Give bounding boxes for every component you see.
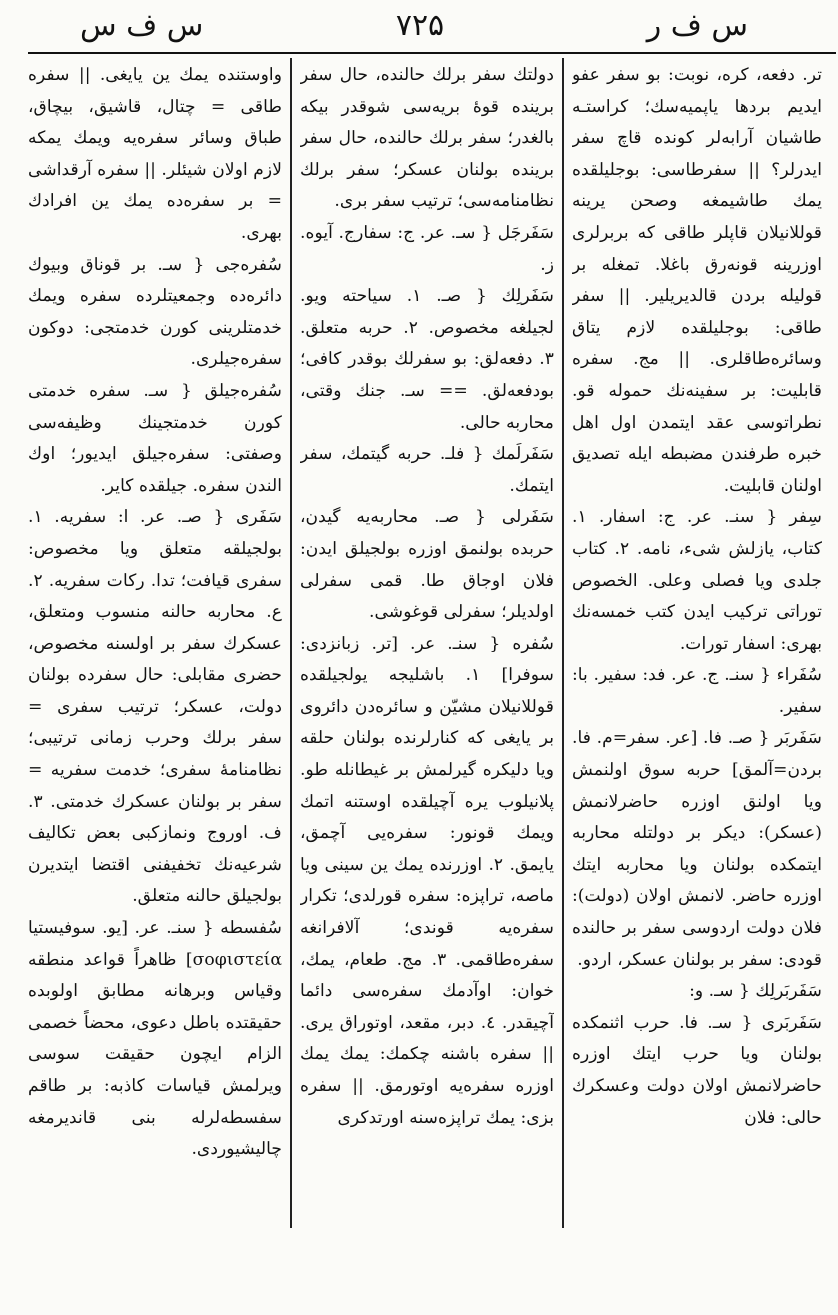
entry-text: دولتك سفر برلك حالنده، حال سفر برینده قوۀ بریه‌سی شوقدر بیکه بالغدر؛ سفر برلك حالنده، حال سفر برینده بولنان عسکر؛ سفر برلك نظامنامه‌سی؛ ترتیب سفر بری. <box>300 65 554 212</box>
header-rule <box>28 52 836 54</box>
page-header <box>0 0 838 58</box>
entry-text: سَفَری { صـ. عر. ا: سفریه. ۱. بولجیلقه متعلق ویا مخصوص: سفری قیافت؛ تدا. رکات سفریه. ۲. ع. محاربه حالنه منسوب ومتعلق، عسکرك سفر بر اولسنه مخصوص، حضری مقابلی: حال سفرده بولنان دولت، عسکر؛ ترتیب سفری = سفر برلك وحرب زمانی ترتیبی؛ نظامنامهٔ سفری؛ خدمت سفریه = سفر بر بولنان عسکرك خدمتی. ۳. ف. اوروج ونمازکبی بعض تکالیف شرعیه‌نك تخفیفنی اقتضا ایتدیرن بولجیلق حالنه متعلق. <box>28 507 282 907</box>
entry-text: تر. دفعه، کره، نوبت: بو سفر عفو ایدیم بردها یاپمیه‌سك؛ کراستـه طاشیان آرابه‌لر کونده قاچ سفر ایدرلر؟ || سفرطاسی: بوجلیلقده یمك طاشیمغه وصحن یرینه قوللانیلان قاپلر طاقی که بربرلری اوزرینه قونه‌رق باغلا. تمغله بر قولیله بردن قالدیریلیر. || سفر طاقی: بوجلیلقده لازم یتاق وسائره‌طاقلری. || مج. سفره قابلیت: بر سفینه‌نك حموله قو. نطراتوسی عقد ایتمدن اول اهل خبره طرفندن مضبطه ایله تصدیق اولنان قابلیت. <box>572 65 822 496</box>
entry-text: سَفَرلِك { صـ. ۱. سیاحته ویو. لجیلغه مخصوص. ۲. حربه متعلق. ۳. دفعه‌لق: بو سفرلك بوقدر کافی؛ بودفعه‌لق. == سـ. جنك وقتی، محاربه حالی. <box>300 286 554 433</box>
entry-text: سَفَرلَمك { فلـ. حربه گیتمك، سفر ایتمك. <box>300 444 554 496</box>
entry-text: سَفَربَر { صـ. فا. [عر. سفر=م. فا. بردن=آلمق] حربه سوق اولنمش ویا اولنق اوزره حاضرلانمش (عسکر): دیکر بر دولتله محاربه ایتمکده بولنان ویا محاربه ایتك اوزره حاضر. لانمش اولان (دولت): فلان دولت اردوسی سفر بر حالنده قودی: سفر بر بولنان عسکر، اردو. <box>572 728 822 970</box>
entry-text: سَفَربَرلِك { سـ. و: <box>689 981 822 1002</box>
column-left <box>28 60 282 1228</box>
entry-text: سَفَرلی { صـ. محاربه‌یه گیدن، حربده بولنمق اوزره بولجیلق ایدن: فلان اوجاق طا. قمی سفرلی اولدیلر؛ سفرلی قوغوشی. <box>300 507 554 623</box>
entry-text: سَفَرجَل { سـ. عر. ج: سفارج. آیوه. ز. <box>300 222 554 275</box>
header-left-guide: س ف س <box>80 8 204 43</box>
entry-text: سِفر { سنـ. عر. ج: اسفار. ۱. کتاب، یازلش شیء، نامه. ۲. کتاب جلدی ویا فصلی وعلی. الخصوص توراتی ترکیب ایدن کتب خمسه‌نك بهری: اسفار تورات. <box>572 507 822 654</box>
entry-text: سَفَربَری { سـ. فا. حرب اثنمکده بولنان ویا حرب ایتك اوزره حاضرلانمش اولان دولت وعسکرك حالی: فلان <box>572 1012 822 1128</box>
entry-text: سُفَراء { سنـ. ج. عر. فد: سفیر. با: سفیر. <box>572 665 822 717</box>
column-right <box>572 60 822 1228</box>
header-right-guide: س ف ر <box>646 8 748 43</box>
entry-text: واوستنده یمك ین یایغی. || سفره طاقی = چتال، قاشیق، بیچاق، طباق وسائر سفره‌یه ویمك یمکه لازم اولان شیئلر. || سفره آرقداشی = بر سفره‌ده یمك ین افرادك بهری. <box>28 65 282 243</box>
column-divider-right <box>562 58 564 1228</box>
entry-text: سُفره‌جی { سـ. بر قوناق وبیوك دائره‌ده وجمعیتلرده سفره ویمك خدمتلرینی کورن خدمتجی: دوکون سفره‌جیلری. <box>28 254 282 370</box>
entry-text: سُفسطه { سنـ. عر. [یو. سوفیستیا σοφιστεία] ظاهراً قواعد منطقه وقیاس وبرهانه مطابق اولوبده حقیقتده باطل دعوی، محضاً خصمی الزام ایچون حقیقت سوسی ویرلمش قیاسات کاذبه: بر طاقم سفسطه‌لرله بنی قاندیرمغه چالیشیوردی. <box>28 918 282 1160</box>
column-middle <box>300 60 554 1228</box>
entry-text: سُفره { سنـ. عر. [تر. زبانزدی: سوفرا] ۱. باشلیجه یولجیلقده قوللانیلان مشیّن و سائره‌دن دائروی بر یایغی که کنارلرنده بولنان حلقه ویا دلیکره گیرلمش بر غیطانله طو. پلانیلوب یره آچیلقده اوستنه اتمك ویمك قونور: سفره‌یی آچمق، یایمق. ۲. اوزرنده یمك ین سینی ویا ماصه، تراپزه: سفره قورلدی؛ تکرار سفره‌یه قوندی؛ آلافرانغه سفره‌طاقمی. ۳. مج. طعام، یمك، خوان: اوآدمك سفره‌سی دائما آچیقدر. ٤. دبر، مقعد، اوتوراق یری. || سفره باشنه چکمك: یمك یمك اوزره سفره‌یه اوتورمق. || سفره بزی: یمك تراپزه‌سنه اورتدکری <box>300 633 554 1128</box>
entry-text: سُفره‌جیلق { سـ. سفره خدمتی کورن خدمتجینك وظیفه‌سی وصفتی: سفره‌جیلق ایدیور؛ اوك الندن سفره. جیلقده کایر. <box>28 380 282 496</box>
page-number: ۷۲۵ <box>395 8 445 43</box>
column-divider-left <box>290 58 292 1228</box>
